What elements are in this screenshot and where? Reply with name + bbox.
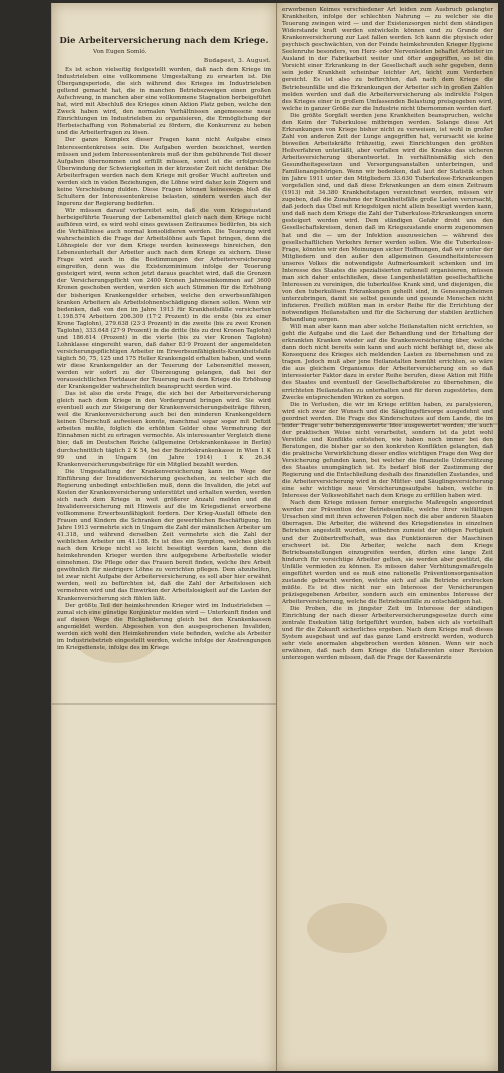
right-paragraph: Die Proben, die in jüngster Zeit im Interesse der ständigen Einrichtung der nach dieser Arbeiterversicherungsgesetze durch eine zentrale Exekution tätig fortgeführt wurden, haben sich als vorteilhaft und für die Zukunft sicherliches ergeben. Nach dem Kriege muß dieses System ausgebaut und auf das ganze Land erstreckt werden, wodurch sehr viele anormalen abgebrochen werden können. Wenn wir noch erwähnen, daß nach dem Kriege die Unfallsrenten einer Revision unterzogen werden müssen, daß die Frage der Kassenärzte — [282, 605, 493, 662]
left-paragraph: Es ist schon vielseitig festgestellt worden, daß nach dem Kriege im Industrieleben eine vollkommene Umgestaltung zu erwarten ist. Die Übergangsperiode, die sich während des Krieges im Industrieleben geltend gemacht hat, die in manchen Betriebszweigen einen großen Aufschwung, in manchen aber eine vollkommene Stagnation herbeigeführt hat, wird mit Abschluß des Krieges einen Aktion Platz geben, welche den Zweck haben wird, den normalen Verhältnissen angemessene neue Einrichtungen im Industrieleben zu organisieren, die Ermöglichung der Herbeischaffung von Rohmaterial zu fördern, die Konkurrenz zu heben und die Arbeiterfragen zu lösen. — [57, 67, 271, 137]
newspaper-clipping-left-column — [51, 3, 276, 1071]
right-paragraph: Die in Verlusten, die wir im Kriege erlitten haben, zu paralysieren, wird sich zwar der Wunsch und die Säuglingsfürsorge ausgedehnt und geordnet werden. Die Frage des Kinderschutzes auf dem Lande, die im leider Frage sehr beherzigenswerte Idee ausgewertet worden, die auch der praktischen Weise nicht verarbeitet, sondern ist da jetzt wohl Verstöße und Konflikte entstehen, wie haben noch immer bei den Beratungen, die bisher gar so den konkreten Konflikten gelangten, daß die praktische Verwirklichung dieser endlos wichtigen Frage den Weg der Versicherung gefunden kann, bei welcher die finanzielle Unterstützung des Staates unumgänglich ist. Es bedarf bloß der Zustimmung der Regierung und die Entschließung deshalb des finanziellen Zustandes, und die Arbeiterversicherung wird in der Mütter- und Säuglingsversicherung eine sehr wichtige neue Versicherungsaufgabe haben, welche in Interesse der Volkswohlfahrt nach dem Kriege zu erfüllen haben wird. — [282, 401, 493, 500]
article-headline: Die Arbeiterversicherung nach dem Kriege. — [59, 35, 269, 45]
article-dateline: Budapest, 3. August. — [203, 58, 271, 64]
right-paragraph: Will man aber kann man aber solche Heilanstalten nicht errichten, so geht die Aufgabe und die Last der Behandlung und der Erhaltung der erkrankten Kranken wieder auf die Krankenversicherung über, welche dann doch nicht bereits sein kann und auch nicht befähigt ist, diese als Konsequenz des Krieges sich meldenden Lasten zu übernehmen und zu tragen. Jedoch muß aber jene Heilanstalten bemüht errichten, so wäre die aus gleichem Organismus der Arbeiterversicherung ein so daß interessierter Faktor dazu in erster Reihe berufen, diese Aktion mit Hilfe des Staates und eventuell der Gesellschaftskreise zu übernehmen, die errichteten Heilanstalten zu unterhalten und für deren zugestörtes, dem Zwecke entsprechenden Wirken zu sorgen. — [282, 324, 493, 401]
left-paragraph: Das ist also die erste Frage, die sich bei der Arbeiterversicherung gleich nach dem Kriege in den Vordergrund bringen wird. Sie wird eventuell auch zur Steigerung der Krankenversicherungsbeiträge führen, weil die Krankenversicherung auch bei den minderen Krankengeldern keinen Überschuß aufweisen konnte, manchmal sogar sogar mit Defizit arbeiten mußte, folglich die erhöhten Gelder ohne Vermehrung der Einnahmen nicht zu ertragen vermochte. Als interessanter Vergleich diene hier, daß im Deutschen Reiche (allgemeine Ortskrankenkasse in Berlin) durchschnittlich täglich 2 K 54, bei der Bezirkskrankenkasse in Wien 1 K 99 und in Ungarn (im Jahre 1914) 1 K 26.34 Krankenversicherungsbeiträge für ein Mitglied bezahlt werden. — [57, 391, 271, 468]
article-author: Von Eugen Somló. — [93, 49, 147, 55]
article-dateline-row — [57, 58, 271, 65]
right-paragraph: Die größte Sorgfalt werden jene Krankheiten beanspruchen, welche den Keim der Tuberkulose mitbringen werden. Solange diese Art Erkrankungen von Kriege bisher nicht zu verweisen, ist wohl in großer Zahl von anderen Zeit der Lunge angegriffen hat, verursacht sie keine bisweilen Arbeitskräfte frühzeitig, zwei Einrichtungen den größten Heilverfahren unterläßt, aber verfallen wird die Kranke das sicheren Arbeitsversicherung überantwortet. In verhältnismäßig sich den Gesundheitsgesetzen und Versorgungsanstalten unterbringen, und Familienangehörigen. Wenn wir bedenken, daß laut der Statistik schon im Jahre 1911 unter den Mitgliedern 33.630 Tuberkulose-Erkrankungen vorgefallen sind, und daß diese Erkrankungen an dem einen Zeitraum (1913) mit 34.380 Krankheitstagen verzeichnet werden, müssen wir zugeben, daß die Zunahme der Krankheitsfälle große Lasten verursacht, daß jedoch das Übel mit Kriegsfolgen nicht allein beseitigt werden kann, und daß nach dem Kriege die Zahl der Tuberkulose-Erkrankungen enorm gesteigert werden wird. Dem ständigen Gefahr droht uns den Gesellschaftskreisen, denen daß im Kriegszustande enorm zugenommen hat und die — um der Infektion auszuweichen — während des gesellschaftlichen Verkehrs ferner werden sollen. Wie die Tuberkulose-Frage, könnten wir den Meinungen sicher Hoffnungen, daß wir unter der Mitgliedern und den außer den allgemeinen Gesundheitsinteressen unseres Volkes die notwendigste Aufmerksamkeit schenken und im Interesse des Staates die spezialisierten rationell organisieren, müssen man sich daher entschließen, diese Lungenheilstätten gesellschaftliche Interessen zu vereinigen, die tuberkulöse Krank sind, und diejenigen, die von den tuberkulösen Erkrankungen geheilt sind, in Genesungsheimen unterzubringen, damit sie selbst gesunde und gesunde Menschen nicht infizieren. Freilich müßten man in erster Reihe für die Errichtung der notwendigen Heilanstalten und für die Sicherung der stabilen ärztlichen Behandlung sorgen. — [282, 112, 493, 324]
right-column-text — [282, 7, 493, 1065]
right-paragraph: Nach dem Kriege müssen ferner energische Maßregeln angeordnet werden zur Prävention der Betriebsunfälle, welche ihrer vielfältigen Ursachen sind mit ihren schweren Folgen noch die aber anderen Staaten überragen. Die Arbeiter, die während des Kriegsdienstes in einzelnen Betrieben angestellt wurden, entbehren zumeist der nötigen Fertigkeit und der Zuübertreffschaft, was das Funktionieren der Maschinen erschwert ist. Die Arbeiter, welche nach dem Kriege Betriebsanstellungen einzugreifen werden, dürfen eine lange Zeit hindurch für vorsichtige Arbeiter gelten, sie werden aber gestützt, die Unfälle vermieden zu können. Es müssen daher Verhütungsmaßregeln eingeführt werden und es muß eine rationelle Präventionsorganisation zustande gebracht werden, welche sich auf alle Betriebe erstrecken müßte. Es ist dies nicht nur ein Interesse der Versicherungen präzisgegebenen Arbeiter, sondern auch ein eminentes Interesse der Arbeiterversicherung, welche die Betriebsunfälle zu entschädigen hat. — [282, 500, 493, 605]
left-paragraph: Wir müssen darauf vorbereitet sein, daß die vom Kriegszustand herbeigeführte Teuerung der Lebensmittel gleich nach dem Kriege nicht aufhören wird, es wird wohl eines gewissen Zeitraumes bedürfen, bis sich die Verhältnisse auch normal konsolidieren werden. Die Teuerung wird wahrscheinlich die Frage der Arbeitslöhne aufs Tapet bringen, denn die Löhnspiele der vor dem Kriege werden keineswegs hinreichen, den Lebensunterhalt der Arbeiter auch nach dem Kriege zu sichern. Diese Frage wird auch in die Bestimmungen der Arbeiterversicherung eingreifen, denn was die Existenzminimum infolge der Teuerung gesteigert wird, wenn schon jetzt daraus geachtet wird, daß die Grenzen der Versicherungspflicht von 2400 Kronen Jahreseinkommen auf 3600 Kronen geschoben werden, werden sich auch Stimmen für die Erhöhung der bisherigen Krankengelder erheben, welche den erwerbsunfähigen kranken Arbeitern als Arbeitslohnentschädigung dienen sollen. Wenn wir bedenken, daß von den im Jahre 1913 für Krankheitsfälle versicherten 1.198.574 Arbeitern 206.309 (17·2 Prozent) in die erste (bis zu einer Krone Taglohn), 279.638 (23·3 Prozent) in die zweite (bis zu zwei Kronen Taglohn), 333.648 (27·9 Prozent) in die dritte (bis zu drei Kronen Taglohn) und 186.614 (Prozent) in die vierte (bis zu vier Kronen Taglohn) Lohnklasse eingereiht waren, daß daher 83·9 Prozent der angemeldeten versicherungspflichtigen Arbeiter im Erwerbsunfähigkeits-Krankheitsfalle täglich 50, 75, 125 und 175 Heller Krankengeld erhalten haben, und wenn wir diese Krankengelder an der Teuerung der Lebensmittel messen, werden wir sofort zu der Überzeugung gelangen, daß bei der voraussichtlichen Fortdauer der Teuerung nach dem Kriege die Erhöhung der Krankengelder wahrscheinlich beansprucht werden wird. — [57, 207, 271, 391]
article-byline — [57, 49, 271, 56]
left-paragraph: Der ganze Komplex dieser Fragen kann nicht Aufgabe eines Interessentenkreises sein. Die Aufgaben werden bezeichnet, werden müssen und jedem Interessentenkreis muß der ihm gebührende Teil dieser Aufgaben übernommen und erfüllt müssen, sonst ist die erfolgreiche Überwindung der Schwierigkeiten in der kürzester Zeit nicht denkbar. Die Arbeiterfragen werden nach dem Kriege mit großer Wucht auftreten und werden sich in vielen Beziehungen, die Löhne wird daher kein Zögern und keine Verschiebung dulden. Diese Fragen können keineswegs bloß die Schultern der Interessentenkreise belasten, sondern werden auch der Ingerenz der Regierung bedürfen. — [57, 137, 271, 207]
newspaper-clipping-right-column — [277, 3, 498, 1071]
left-column-text — [57, 7, 271, 1065]
left-paragraph: Der größte Teil der heimkehrenden Krieger wird im Industrieleben — zumal sich eine günstige Konjunktur melden wird — Unterkunft finden und auf diesen Wege die Rückgliederung gleich bei den Krankenkassen angemeldet werden. Abgesehen von den ausgesprochenen Invaliden, werden sich wohl den Heimkehrenden viele befinden, welche als Arbeiter im Industriebetrieb eingestellt werden, welche infolge der Anstrengungen im Kriegsdienste, infolge des im Kriege — [57, 602, 271, 651]
right-paragraph: erworbenen Keimes verschiedener Art leiden zum Ausbruch gelangter Krankheiten, infolge der schlechten Nahrung — zu welcher sie die Teuerung zwingen wird — und der Existenzsorgen nicht dem ständigen Widerstande kraft werden entwickeln können und zu Grunde der Krankenversicherung zur Last fallen werden. Ich kann die physisch oder psychisch geschwächten, von der Feinde heimkehrenden Krieger Hygiene Seelenruhe besonders, von Herz- oder Nervenleiden behaftet Arbeiter im Ausland in der Fabrikarbeit weiter und öfter angegriffen, so ist die Vorsicht einer Erkrankung in der Gesellschaft auch sehr gegeben, denn sein jeder Krankheit scheinbar leichter Art, leicht zum Verderben gereicht. Es ist also zu befürchten, daß nach dem Kriege die Betriebsunfälle und die Erkrankungen der Arbeiter sich in großen Zahlen melden werden und daß die Arbeiterversicherung als indirekte Folgen des Krieges einer in großem Umfassenden Belastung preisgegeben wird, welche in ganzer Größe zur die Industrie nicht übernommen werden darf. — [282, 7, 493, 112]
left-paragraph: Die Umgestaltung der Krankenversicherung kann im Wege der Einführung der Invalidenversicherung geschehen, zu welcher sich die Regierung unbedingt entschließen muß, denn die Invaliden, die jetzt auf Kosten der Krankenversicherung unterstützt und erhalten werden, werden sich nach dem Kriege in weit größerer Anzahl melden und die Invalidenversicherung mit Hinweis auf die im Kriegsdienst erworbene vollkommene Erwerbsunfähigkeit fordern. Der Krieg-Ausfall öffnete den Frauen und Kindern die Schranken der gewerblichen Beschäftigung. Im Jahre 1913 vermehrte sich in Ungarn die Zahl der männlichen Arbeiter um 41.318, und während derselben Zeit vermehrte sich die Zahl der weiblichen Arbeiter um 41.188. Es ist dies ein Symptom, welches gleich nach dem Kriege nicht so leicht beseitigt werden kann, denn die heimkehrenden Krieger werden ihre aufgegebene Arbeitsstelle wieder einnehmen. Die Pflege oder das Frauen bereit finden, welche ihre Arbeit gewöhnlich für niedrigere Löhne zu verrichten pflegen. Dem abzuhelfen, ist zwar nicht Aufgabe der Arbeiterversicherung, es soll aber hier erwähnt werden, weil zu befürchten ist, daß die Zahl der Arbeitslosen sich vermehren wird und das Einwirken der Arbeitslosigkeit auf die Lasten der Krankenversicherung sich fühlen läßt. — [57, 468, 271, 602]
